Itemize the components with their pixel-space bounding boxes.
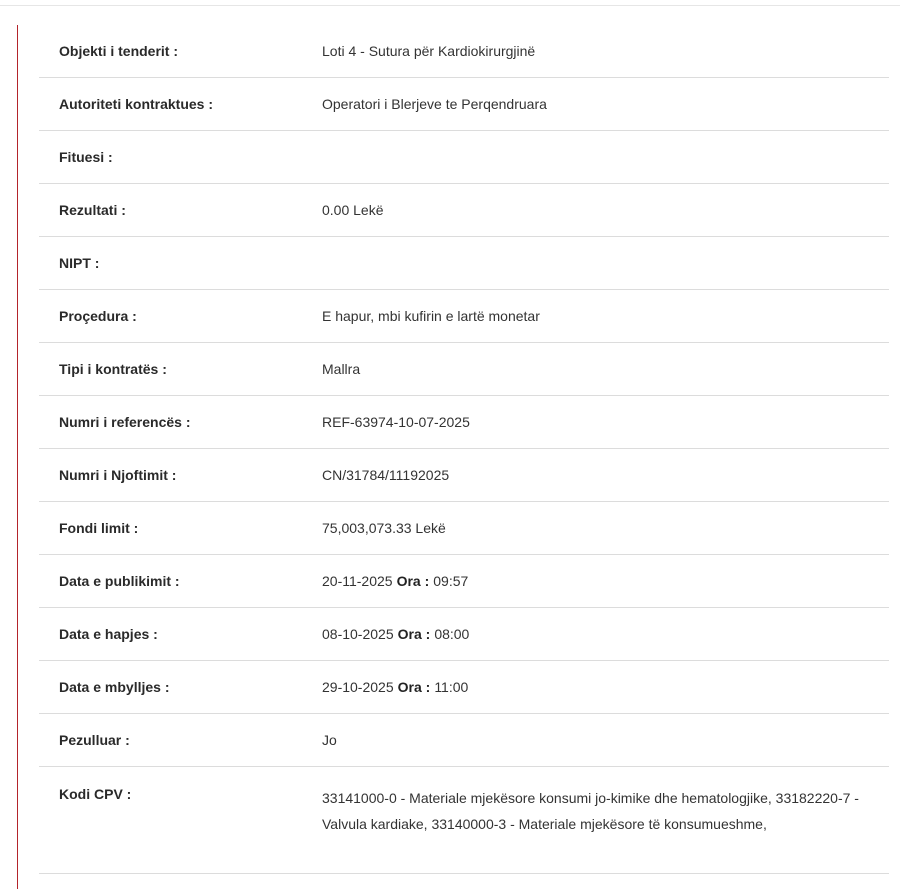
ora-label: Ora : — [396, 573, 430, 589]
value-procedura: E hapur, mbi kufirin e lartë monetar — [322, 308, 540, 324]
row-nipt — [39, 237, 889, 290]
label-data-publikimit: Data e publikimit : — [59, 573, 180, 589]
label-tipi-kontrates: Tipi i kontratës : — [59, 361, 167, 377]
top-divider — [0, 5, 900, 6]
date-value: 29-10-2025 — [322, 679, 394, 695]
label-data-hapjes: Data e hapjes : — [59, 626, 158, 642]
value-nipt — [322, 237, 889, 289]
value-fituesi — [322, 131, 889, 183]
row-procedura — [39, 290, 889, 343]
value-pezulluar: Jo — [322, 732, 337, 748]
label-autoriteti: Autoriteti kontraktues : — [59, 96, 214, 112]
label-nipt: NIPT : — [59, 255, 100, 271]
value-data-publikimit — [322, 555, 889, 607]
label-rezultati: Rezultati : — [59, 202, 126, 218]
time-value: 09:57 — [433, 573, 469, 589]
ora-label: Ora : — [397, 626, 431, 642]
row-data-mbylljes — [39, 661, 889, 714]
row-pezulluar — [39, 714, 889, 767]
value-numri-references: REF-63974-10-07-2025 — [322, 414, 470, 430]
value-kodi-cpv: 33141000-0 - Materiale mjekësore konsumi jo-kimike dhe hematologjike, 33182220-7 - Valvula kardiake, 33140000-3 - Materiale mjekësore të konsumueshme, — [322, 790, 859, 832]
label-fondi-limit: Fondi limit : — [59, 520, 139, 536]
value-data-hapjes — [322, 608, 889, 660]
value-objekti: Loti 4 - Sutura për Kardiokirurgjinë — [322, 43, 536, 59]
label-procedura: Proçedura : — [59, 308, 137, 324]
row-data-hapjes — [39, 608, 889, 661]
row-fituesi — [39, 131, 889, 184]
row-numri-njoftimit — [39, 449, 889, 502]
label-pezulluar: Pezulluar : — [59, 732, 130, 748]
time-value: 08:00 — [434, 626, 470, 642]
value-tipi-kontrates: Mallra — [322, 361, 361, 377]
value-rezultati: 0.00 Lekë — [322, 202, 384, 218]
label-numri-njoftimit: Numri i Njoftimit : — [59, 467, 177, 483]
ora-label: Ora : — [397, 679, 431, 695]
row-tipi-kontrates — [39, 343, 889, 396]
row-rezultati — [39, 184, 889, 237]
row-numri-references — [39, 396, 889, 449]
label-data-mbylljes: Data e mbylljes : — [59, 679, 170, 695]
label-fituesi: Fituesi : — [59, 149, 113, 165]
tender-details-table — [39, 25, 889, 874]
time-value: 11:00 — [434, 679, 469, 695]
label-kodi-cpv: Kodi CPV : — [59, 786, 132, 802]
row-kodi-cpv — [39, 767, 889, 874]
row-fondi-limit — [39, 502, 889, 555]
row-autoriteti — [39, 78, 889, 131]
date-value: 08-10-2025 — [322, 626, 394, 642]
value-data-mbylljes — [322, 661, 889, 713]
value-numri-njoftimit: CN/31784/11192025 — [322, 467, 450, 483]
label-objekti: Objekti i tenderit : — [59, 43, 179, 59]
value-fondi-limit: 75,003,073.33 Lekë — [322, 520, 446, 536]
date-value: 20-11-2025 — [322, 573, 393, 589]
accent-bar — [17, 25, 18, 889]
value-autoriteti: Operatori i Blerjeve te Perqendruara — [322, 96, 547, 112]
row-objekti — [39, 25, 889, 78]
label-numri-references: Numri i referencës : — [59, 414, 191, 430]
row-data-publikimit — [39, 555, 889, 608]
